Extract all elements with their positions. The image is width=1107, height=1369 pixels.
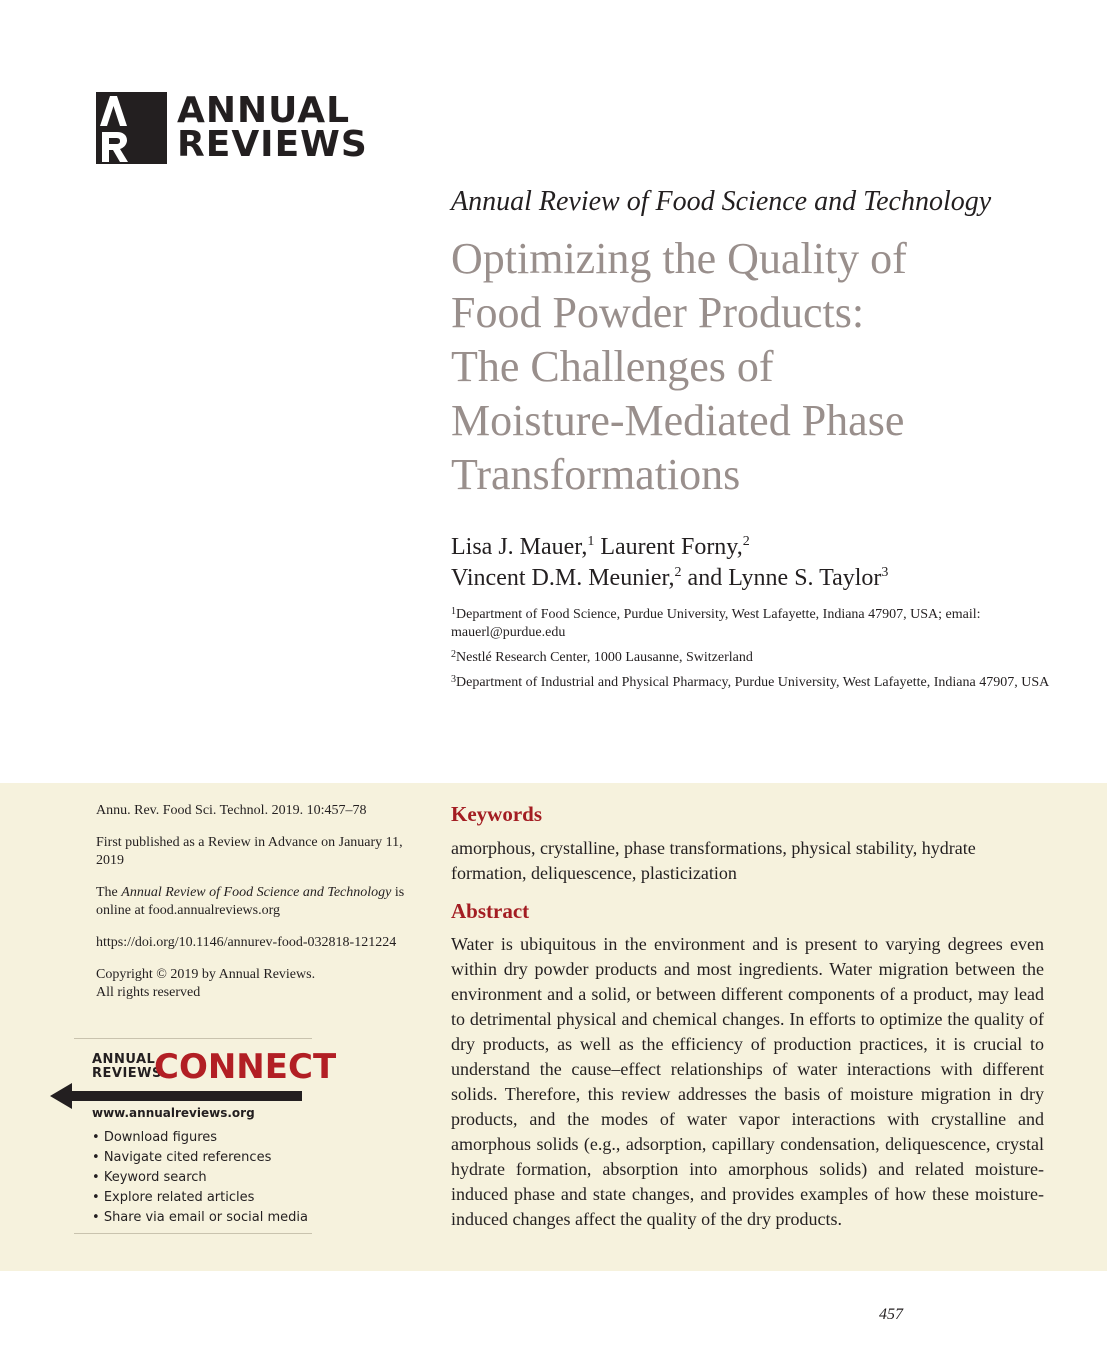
- connect-annual-reviews-label: [92, 1053, 162, 1081]
- logo-wordmark: [177, 90, 368, 165]
- copyright-line: Copyright © 2019 by Annual Reviews.: [96, 967, 316, 982]
- affiliation-text: Department of Food Science, Purdue University, West Lafayette, Indiana 47907, USA; email: mauerl@purdue.edu: [451, 607, 981, 640]
- affiliation-text: Nestlé Research Center, 1000 Lausanne, Switzerland: [456, 650, 753, 665]
- affiliation-3: [451, 674, 1051, 692]
- list-item: • Share via email or social media: [92, 1208, 308, 1228]
- title-line: Food Powder Products:: [451, 288, 865, 337]
- author-affil-sup: 1: [587, 534, 595, 549]
- logo-line-reviews: REVIEWS: [177, 124, 368, 165]
- connect-title: CONNECT: [154, 1047, 337, 1087]
- journal-name: Annual Review of Food Science and Technology: [451, 186, 992, 217]
- annual-reviews-logo: [96, 92, 368, 164]
- affiliations: [451, 606, 1051, 699]
- author-line: [451, 532, 888, 563]
- list-item: • Explore related articles: [92, 1188, 308, 1208]
- affiliation-sup: 1: [451, 606, 456, 617]
- rights-line: All rights reserved: [96, 985, 201, 1000]
- keywords-heading: Keywords: [451, 802, 542, 826]
- title-line: Transformations: [451, 450, 741, 499]
- online-pre: The: [96, 885, 122, 900]
- connect-reviews: REVIEWS: [92, 1066, 162, 1081]
- copyright: [96, 966, 412, 1002]
- logo-line-annual: ANNUAL: [177, 90, 351, 131]
- affiliation-sup: 3: [451, 674, 456, 685]
- author-name: Vincent D.M. Meunier,: [451, 565, 675, 591]
- first-published: First published as a Review in Advance on January 11, 2019: [96, 835, 403, 868]
- list-item: • Keyword search: [92, 1168, 308, 1188]
- online-journal: Annual Review of Food Science and Technology: [121, 885, 392, 900]
- affiliation-2: [451, 649, 1051, 667]
- ar-monogram-icon: [96, 92, 167, 164]
- affiliation-1: [451, 606, 1051, 642]
- list-item: • Navigate cited references: [92, 1148, 308, 1168]
- author-affil-sup: 3: [881, 565, 889, 580]
- title-line: The Challenges of: [451, 342, 774, 391]
- author-name: Laurent Forny,: [600, 534, 743, 560]
- connect-annual: ANNUAL: [92, 1052, 156, 1067]
- abstract-text: Water is ubiquitous in the environment and is present to varying degrees even within dry powder products and most ingredients. Water migration between the environment and a solid, or between different components of a product, may lead to detrimental physical and chemical changes. In efforts to optimize the quality of dry products, as well as the efficiency of production practices, it is crucial to understand the cause–effect relationships of water interactions with different solids. Therefore, this review addresses the basis of moisture migration in dry products, and the modes of water vapor interactions with crystalline and amorphous solids (e.g., adsorption, capillary condensation, deliquescence, crystal hydrate formation, absorption into amorphous solids) and related moisture-induced phase and state changes, and provides examples of how these moisture-induced changes affect the quality of the dry products.: [451, 934, 1044, 1229]
- keywords-abstract-column: [451, 801, 1044, 1232]
- doi-link[interactable]: https://doi.org/10.1146/annurev-food-032818-121224: [96, 935, 397, 950]
- article-info-sidebar: [96, 802, 412, 1016]
- list-item: • Download figures: [92, 1128, 308, 1148]
- author-affil-sup: 2: [742, 534, 750, 549]
- affiliation-sup: 2: [451, 649, 456, 660]
- title-line: Moisture-Mediated Phase: [451, 396, 905, 445]
- affiliation-text: Department of Industrial and Physical Pharmacy, Purdue University, West Lafayette, Indiana 47907, USA: [456, 675, 1050, 690]
- author-list: [451, 532, 888, 594]
- abstract-heading: Abstract: [451, 899, 530, 923]
- online-post: is online at food.annualreviews.org: [96, 885, 405, 918]
- article-title: [451, 232, 1071, 502]
- connect-feature-list: [92, 1128, 308, 1228]
- author-name: and Lynne S. Taylor: [687, 565, 882, 591]
- title-line: Optimizing the Quality of: [451, 234, 907, 283]
- online-note: [96, 884, 412, 920]
- author-name: Lisa J. Mauer,: [451, 534, 588, 560]
- annual-reviews-connect-box: [74, 1038, 337, 1234]
- keywords-text: amorphous, crystalline, phase transformations, physical stability, hydrate formation, deliquescence, plasticization: [451, 838, 976, 883]
- author-line: [451, 563, 888, 594]
- author-affil-sup: 2: [674, 565, 682, 580]
- page-number: 457: [879, 1306, 903, 1323]
- citation: Annu. Rev. Food Sci. Technol. 2019. 10:457–78: [96, 803, 367, 818]
- connect-url[interactable]: www.annualreviews.org: [92, 1106, 255, 1120]
